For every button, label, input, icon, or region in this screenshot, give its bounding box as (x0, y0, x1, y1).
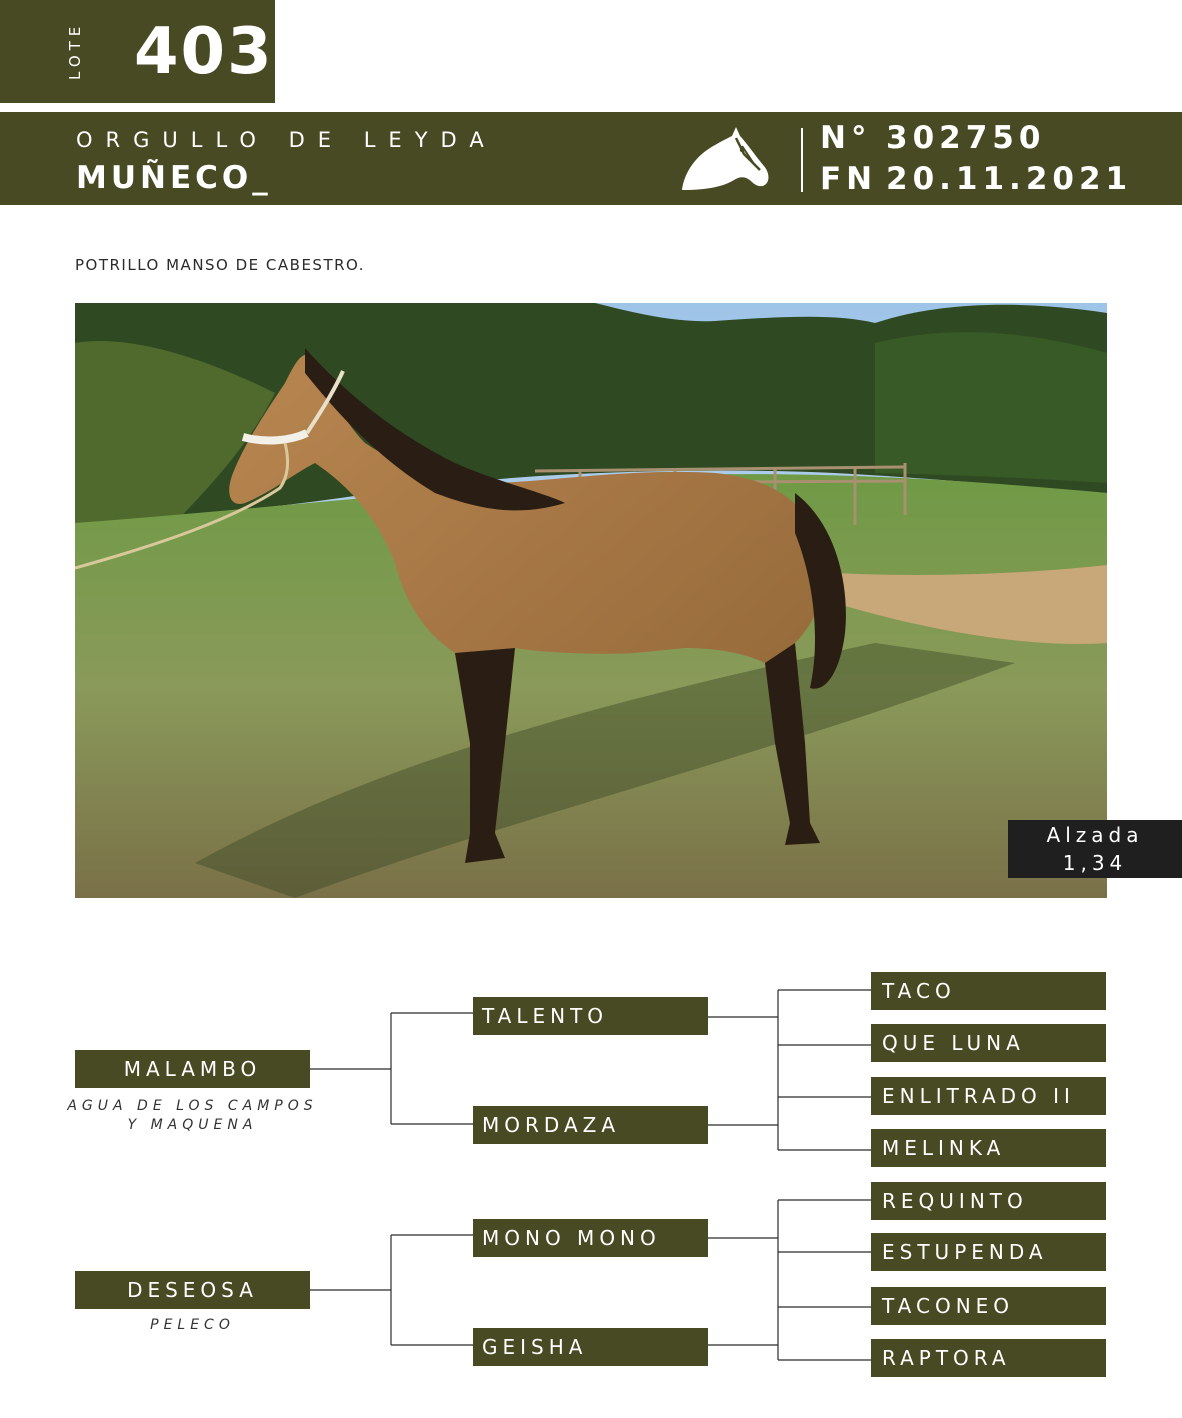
pedigree-gp-4: MELINKA (871, 1129, 1106, 1167)
alzada-badge (1008, 820, 1182, 878)
lot-description: POTRILLO MANSO DE CABESTRO. (75, 256, 366, 274)
pedigree-gp-8: RAPTORA (871, 1339, 1106, 1377)
pedigree-sire-subtitle (55, 1097, 330, 1135)
pedigree-dam-sire: MONO MONO (473, 1219, 708, 1257)
pedigree-dam: DESEOSA (75, 1271, 310, 1309)
pedigree-gp-7: TACONEO (871, 1287, 1106, 1325)
pedigree-sire-dam: MORDAZA (473, 1106, 708, 1144)
pedigree-gp-3: ENLITRADO II (871, 1077, 1106, 1115)
birth-date: 20.11.2021 (886, 161, 1133, 197)
pedigree-dam-subtitle (55, 1316, 330, 1335)
birth-date-row (820, 161, 1132, 197)
pedigree-sire-subtitle-line2: Y MAQUENA (127, 1117, 258, 1133)
pedigree-gp-1: TACO (871, 972, 1106, 1010)
birth-date-label: FN (820, 161, 878, 197)
horse-photo (75, 303, 1107, 898)
header-band (0, 112, 1182, 205)
lote-number: 403 (134, 15, 274, 89)
pedigree-dam-subtitle-line1: PELECO (150, 1317, 235, 1333)
alzada-label: Alzada (1046, 823, 1144, 847)
pedigree-gp-6: ESTUPENDA (871, 1233, 1106, 1271)
registry-row (820, 120, 1045, 156)
pedigree-dam-dam: GEISHA (473, 1328, 708, 1366)
pedigree-sire-sire: TALENTO (473, 997, 708, 1035)
horse-name: MUÑECO_ (76, 160, 272, 196)
pedigree-gp-2: QUE LUNA (871, 1024, 1106, 1062)
pedigree-sire-subtitle-line1: AGUA DE LOS CAMPOS (67, 1098, 318, 1114)
pedigree-gp-5: REQUINTO (871, 1182, 1106, 1220)
header-divider (801, 128, 803, 192)
horse-head-icon (680, 124, 772, 194)
pedigree-sire: MALAMBO (75, 1050, 310, 1088)
registry-number: 302750 (886, 120, 1046, 156)
registry-label: N° (820, 120, 872, 156)
breeder-name: ORGULLO DE LEYDA (76, 128, 497, 152)
lote-box (0, 0, 275, 103)
lote-label: LOTE (66, 21, 84, 81)
alzada-value: 1,34 (1062, 851, 1128, 875)
